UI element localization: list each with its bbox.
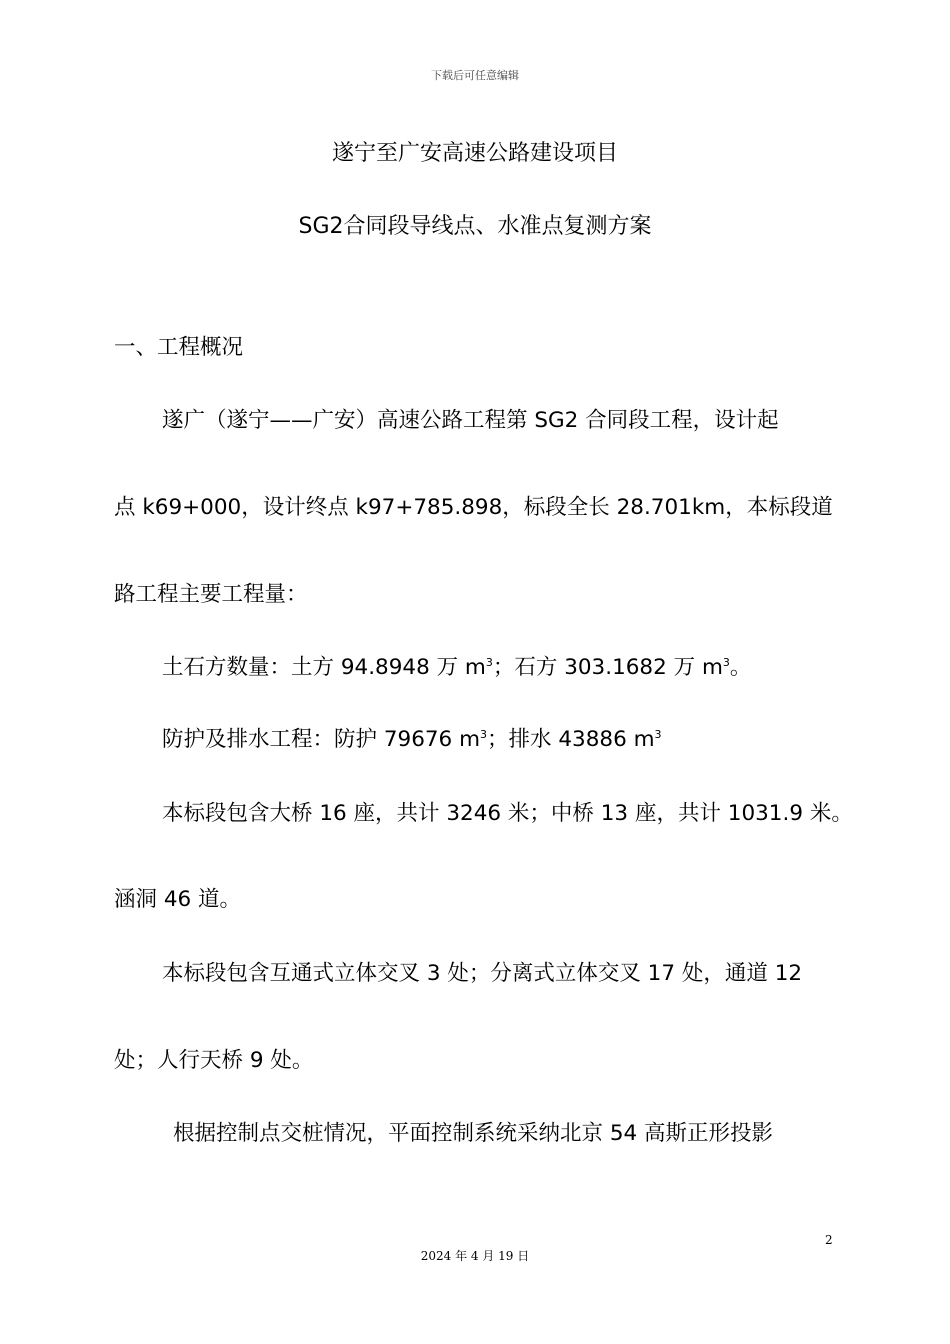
paragraph-line: 处；人行天桥 9 处。 xyxy=(114,1048,314,1073)
footer-date: 2024 年 4 月 19 日 xyxy=(420,1249,530,1263)
header-note: 下载后可任意编辑 xyxy=(431,69,519,82)
paragraph-line: 根据控制点交桩情况，平面控制系统采纳北京 54 高斯正形投影 xyxy=(173,1121,774,1146)
paragraph-line: 本标段包含互通式立体交叉 3 处；分离式立体交叉 17 处，通道 12 xyxy=(162,961,803,986)
superscript-3: 3 xyxy=(480,727,488,741)
superscript-3: 3 xyxy=(722,655,730,669)
paragraph-line: 路工程主要工程量： xyxy=(114,582,308,607)
earthwork-text-c: 。 xyxy=(729,655,752,680)
earthwork-text-b: ；石方 303.1682 万 m xyxy=(492,655,723,680)
protection-text-b: ；排水 43886 m xyxy=(487,727,655,752)
paragraph-line: 本标段包含大桥 16 座，共计 3246 米；中桥 13 座，共计 1031.9 米。 xyxy=(162,801,853,826)
superscript-3: 3 xyxy=(654,727,662,741)
protection-line xyxy=(162,722,662,753)
superscript-3: 3 xyxy=(485,655,493,669)
paragraph-line: 点 k69+000，设计终点 k97+785.898，标段全长 28.701km，本标段道 xyxy=(114,495,833,520)
earthwork-text-a: 土石方数量：土方 94.8948 万 m xyxy=(162,655,486,680)
document-title: 遂宁至广安高速公路建设项目 xyxy=(331,141,618,166)
page-number: 2 xyxy=(825,1233,833,1247)
earthwork-line xyxy=(162,650,751,681)
section-heading: 一、工程概况 xyxy=(114,335,244,360)
paragraph-line: 涵洞 46 道。 xyxy=(114,887,242,912)
paragraph-line: 遂广（遂宁——广安）高速公路工程第 SG2 合同段工程，设计起 xyxy=(162,408,779,433)
document-subtitle: SG2合同段导线点、水准点复测方案 xyxy=(298,214,652,239)
protection-text-a: 防护及排水工程：防护 79676 m xyxy=(162,727,481,752)
